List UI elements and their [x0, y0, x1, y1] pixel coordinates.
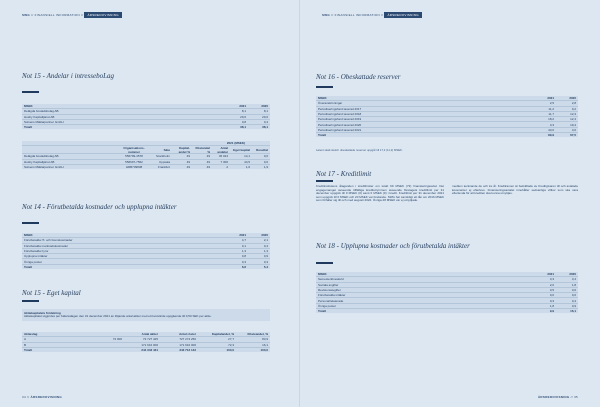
right-footer: ÅRSREDOVISNING // 35 [537, 395, 578, 399]
table-row: Solvens Mäklarpartner GmbH 0,8 0,4 [24, 120, 268, 125]
table-total-row: Totalt 9,9 16,1 [318, 309, 576, 314]
table-total-row: Totalt 244 343 431 343 712 142 100,0 100,0 [24, 348, 268, 353]
table-row: Periodiseringsfond taxerad 2021 43,0 3,0 [318, 127, 576, 132]
table-header: Organisations-nummer Säte Kapital-andel % Röstandel % Antal andelar Eget kapital Resultat [22, 146, 270, 154]
title-underline [316, 86, 333, 88]
logo-text: SWG [22, 13, 31, 17]
table-row: Husby Kapitaltjänst AB 29,6 29,6 [24, 114, 268, 119]
table-row: Solvens Mäklarpartner GmbH HRB739838 Frankfurt 49 49 2 1,6 1,9 [24, 165, 268, 170]
title-underline [22, 300, 39, 302]
note17-column-2: medlem tecknande de och tre år. Kreditramen är bekräftade av Kreditgivaren till och avtalade kovenanter ej efterlevs. Finansieringsavtalet innehåller sedvanliga villkor som ska vara efterlevda för att krediten ska kunna utnyttjas. [452, 184, 578, 196]
section-label: FINANSIELL INFORMATION [334, 13, 380, 17]
note18-table [316, 272, 578, 313]
note15b-table [22, 141, 270, 169]
table-row: Revisionsavgifter 0,5 0,6 [318, 288, 576, 293]
page-number: 35 [574, 395, 578, 399]
title-underline [316, 180, 333, 182]
separator: // [81, 13, 84, 17]
table-row: Husby Kapitaltjänst AB 556697-7562 Uppsala 49 49 7 300 44,5 0,0 [24, 159, 268, 164]
table-row: Övriga poster 1,8 0,9 [318, 303, 576, 308]
table-row: Förutbetalda hyror 1,3 1,3 [24, 249, 268, 254]
note15c-text-box [22, 309, 270, 321]
table-row: Överavskrivningar 2,5 2,8 [318, 101, 576, 106]
table-row: Periodiseringsfond taxerad 2020 3,3 19,4 [318, 122, 576, 127]
note15c-table [22, 332, 270, 352]
table-row: Förutbetalda marknadskostnader 0,1 0,4 [24, 243, 268, 248]
note16-table [316, 96, 578, 137]
left-header [22, 12, 122, 18]
note18-title: Not 18 - Upplupna kostnader och förutbetalda intäkter [316, 242, 470, 250]
table-row: Delägda bostadsbolag AB 556799-4578 Stockholm 49 49 45 024 14,1 0,0 [24, 154, 268, 159]
table-total-row: Totalt 89,9 67,5 [318, 133, 576, 138]
table-row: Upplupna intäkter 0,8 0,9 [24, 254, 268, 259]
table-header: MSEK 2021 2020 [318, 272, 576, 277]
note17-title: Not 17 - Kreditlimit [316, 170, 372, 178]
title-underline [316, 262, 333, 264]
table-row: Semesterlöneskuld 3,3 3,4 [318, 277, 576, 282]
table-row: Sociala avgifter 2,0 1,8 [318, 282, 576, 287]
section-pill: ÅRSREDOVISNING [84, 12, 121, 18]
footer-label: ÅRSREDOVISNING [30, 395, 63, 399]
note16-footnote: Latent skatt skuld i obeskattade reserver uppgår till 17,2 (11,2) MSEK. [316, 148, 403, 152]
note15a-table [22, 104, 270, 129]
table-header: MSEK 2021 2020 [24, 104, 268, 109]
note16-title: Not 16 - Obeskattade reserver [316, 73, 401, 81]
table-row: Övriga poster 0,3 0,3 [24, 259, 268, 264]
table-row: Periodiseringsfond taxerad 2019 18,2 12,4 [318, 117, 576, 122]
subheading: Aktiekapitalets fördelning [24, 311, 61, 315]
table-row: B 171 616 006 171 616 006 72,3 16,1 [24, 342, 268, 347]
logo-text: SWG [322, 13, 331, 17]
note15c-title: Not 15 - Eget kapital [22, 289, 81, 297]
table-group-header: 2021 (MSEK) [22, 141, 270, 146]
section-pill: ÅRSREDOVISNING [384, 12, 421, 18]
table-total-row: Totalt 38,1 38,1 [24, 125, 268, 130]
separator: // [31, 13, 34, 17]
footer-label: ÅRSREDOVISNING [537, 395, 570, 399]
table-row: Delägda bostadsbolag AB 8,1 8,1 [24, 109, 268, 114]
table-header: MSEK 2021 2020 [318, 96, 576, 101]
table-header: MSEK 2021 2020 [24, 233, 268, 238]
table-header: Aktieslag Antal aktier Antal röster Kapitalandel, % Rösteandel, % [24, 332, 268, 337]
note14-table [22, 233, 270, 269]
table-row: Periodiseringsfond taxerad 2017 11,2 9,2 [318, 106, 576, 111]
note15a-title: Not 15 - Andelar i intresseboLag [22, 72, 114, 80]
table-total-row: Totalt 6,6 5,4 [24, 264, 268, 269]
note17-column-1: Kreditinstitutens åtaganden i kreditlimiter om totalt 69 MSEK (73) finansieringsavtal. Det engagemanget avseende tillfälliga kreditutrymmen avseende företagets kreditlimit per 31 december uppgick till 0 MSEK (0) samt 0 MSEK (0) i kredit. Kreditlimit per 31 december 2021 som uppgick till 0 MSEK och 20 MSEK var bindande. SWG har samtidigt ett lån om 2016 MSEK som förfaller sig till och med augusti 2022. Övriga 28 MSEK var ej utnyttjade. [316, 184, 444, 203]
table-row: Förutbetalda intäkter 0,0 0,0 [318, 293, 576, 298]
table-row: A 72 000 72 727 425 727 274 250 27,7 83,9 [24, 337, 268, 342]
table-row: Förutbetalda IT- och licenskostnader 4,7 2,1 [24, 238, 268, 243]
separator: // [381, 13, 384, 17]
note14-title: Not 14 - Förutbetalda kostnader och upplupna intäkter [22, 203, 177, 211]
right-header [322, 12, 422, 18]
table-row: Personalrelaterade 0,3 0,4 [318, 298, 576, 303]
left-footer: 34 // ÅRSREDOVISNING [22, 395, 63, 399]
paragraph: Aktiekapitalet utgjordes per balansdagen den 31 december 2021 av följande antal aktier med ett kvotvärde uppgående till 0,50 SEK per aktie. [24, 315, 212, 318]
separator: // [331, 13, 334, 17]
title-underline [22, 222, 39, 224]
table-row: Periodiseringsfond taxerad 2018 11,7 12,3 [318, 112, 576, 117]
right-page [300, 0, 600, 407]
title-underline [22, 91, 39, 93]
page-number: 34 [22, 395, 26, 399]
section-label: FINANSIELL INFORMATION [34, 13, 80, 17]
